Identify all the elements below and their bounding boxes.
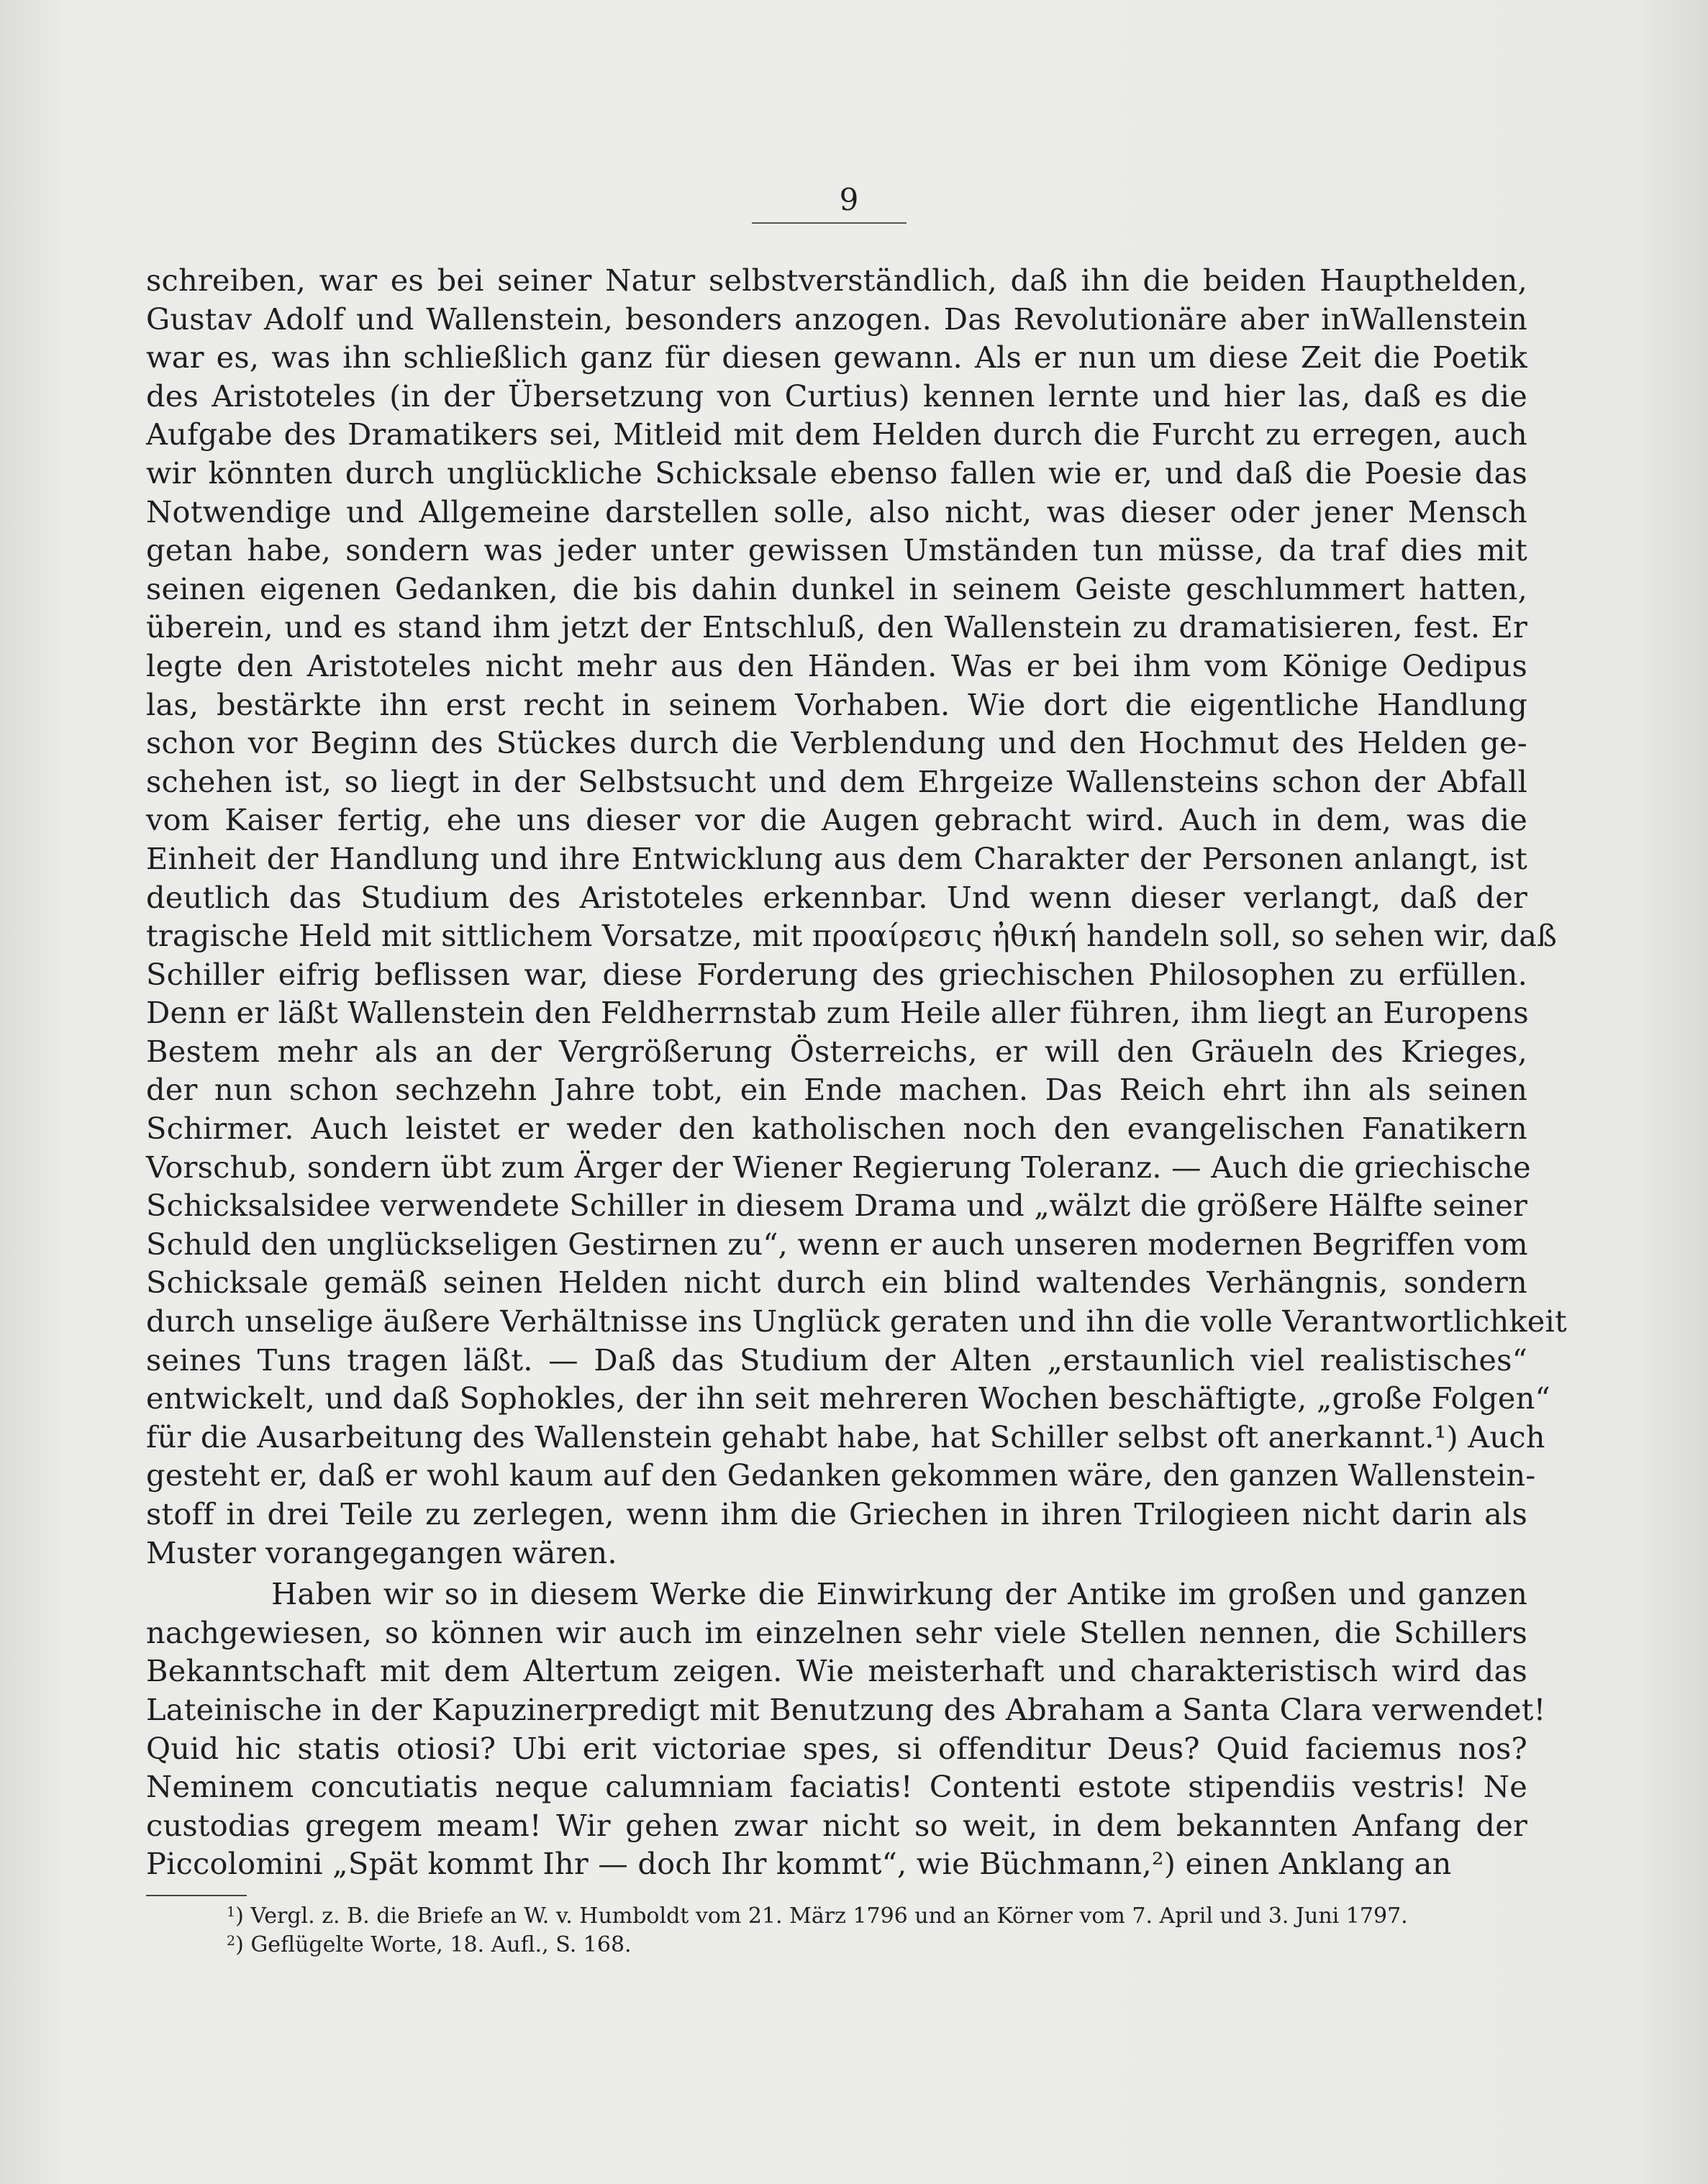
text-line: Schicksalsidee verwendete Schiller in diesem Drama und „wälzt die größere Hälfte seiner: [146, 1188, 1527, 1224]
text-line: stoff in drei Teile zu zerlegen, wenn ihm die Griechen in ihren Trilogieen nicht darin als: [146, 1496, 1527, 1532]
body-text: [146, 261, 1567, 1883]
text-line: Denn er läßt Wallenstein den Feldherrnstab zum Heile aller führen, ihm liegt an Europens: [146, 995, 1529, 1031]
footnote-1: [227, 1898, 1536, 1929]
text-line: gesteht er, daß er wohl kaum auf den Gedanken gekommen wäre, den ganzen Wallenstein-: [146, 1457, 1536, 1493]
text-line: schehen ist, so liegt in der Selbstsucht und dem Ehrgeize Wallensteins schon der Abfall: [146, 763, 1527, 799]
text-line: Vorschub, sondern übt zum Ärger der Wiener Regierung Toleranz. — Auch die griechische: [146, 1149, 1531, 1185]
text-line: deutlich das Studium des Aristoteles erkennbar. Und wenn dieser verlangt, daß der: [146, 879, 1527, 915]
paragraph-1: [146, 261, 1567, 1572]
text-line: schreiben, war es bei seiner Natur selbstverständlich, daß ihn die beiden Haupthelden,: [146, 263, 1527, 298]
paragraph-2: [146, 1575, 1546, 1883]
footnote-mark: 2: [227, 1933, 236, 1949]
text-line: vom Kaiser fertig, ehe uns dieser vor die Augen gebracht wird. Auch in dem, was die: [146, 802, 1527, 838]
text-line: Einheit der Handlung und ihre Entwicklung aus dem Charakter der Personen anlangt, ist: [146, 840, 1527, 876]
text-line: Notwendige und Allgemeine darstellen solle, also nicht, was dieser oder jener Mensch: [146, 493, 1527, 529]
text-line: seines Tuns tragen läßt. — Daß das Studium der Alten „erstaunlich viel realistisches“: [146, 1342, 1527, 1378]
text-line: durch unselige äußere Verhältnisse ins Unglück geraten und ihn die volle Verantwortlichkeit: [146, 1303, 1567, 1339]
text-line: Bekanntschaft mit dem Altertum zeigen. Wie meisterhaft und charakteristisch wird das: [146, 1653, 1527, 1689]
footnote-2: [227, 1926, 1536, 1955]
text-line: Lateinische in der Kapuzinerpredigt mit Benutzung des Abraham a Santa Clara verwendet!: [146, 1691, 1546, 1727]
footnote-text: ) Geflügelte Worte, 18. Aufl., S. 168.: [235, 1932, 632, 1957]
text-line: Bestem mehr als an der Vergrößerung Österreichs, er will den Gräueln des Krieges,: [146, 1033, 1527, 1069]
text-line: Muster vorangegangen wären.: [146, 1534, 617, 1570]
text-line: schon vor Beginn des Stückes durch die Verblendung und den Hochmut des Helden ge-: [146, 725, 1527, 761]
text-line: las, bestärkte ihn erst recht in seinem Vorhaben. Wie dort die eigentliche Handlung: [146, 686, 1527, 722]
text-line: überein, und es stand ihm jetzt der Entschluß, den Wallenstein zu dramatisieren, fest. Er: [146, 609, 1527, 645]
text-line: Schuld den unglückseligen Gestirnen zu“, wenn er auch unseren modernen Begriffen vom: [146, 1226, 1528, 1262]
text-line: Neminem concutiatis neque calumniam faciatis! Contenti estote stipendiis vestris! Ne: [146, 1769, 1527, 1805]
page-number-rule: [752, 222, 907, 224]
footnote-rule: [146, 1895, 247, 1896]
text-line: für die Ausarbeitung des Wallenstein gehabt habe, hat Schiller selbst oft anerkannt.¹) Auch: [146, 1419, 1545, 1455]
text-line: seinen eigenen Gedanken, die bis dahin dunkel in seinem Geiste geschlummert hatten,: [146, 570, 1527, 606]
text-line: Aufgabe des Dramatikers sei, Mitleid mit dem Helden durch die Furcht zu erregen, auch: [146, 417, 1527, 452]
text-line: Quid hic statis otiosi? Ubi erit victoriae spes, si offenditur Deus? Quid faciemus nos?: [146, 1730, 1527, 1766]
footnotes: [227, 1898, 1536, 1955]
text-line: Schiller eifrig beflissen war, diese Forderung des griechischen Philosophen zu erfüllen.: [146, 956, 1527, 992]
text-line: entwickelt, und daß Sophokles, der ihn seit mehreren Wochen beschäftigte, „große Folgen“: [146, 1380, 1550, 1416]
text-line: legte den Aristoteles nicht mehr aus den Händen. Was er bei ihm vom Könige Oedipus: [146, 647, 1527, 683]
text-line: getan habe, sondern was jeder unter gewissen Umständen tun müsse, da traf dies mit: [146, 532, 1527, 568]
text-line: Haben wir so in diesem Werke die Einwirkung der Antike im großen und ganzen: [271, 1576, 1527, 1612]
text-line: nachgewiesen, so können wir auch im einzelnen sehr viele Stellen nennen, die Schillers: [146, 1614, 1527, 1650]
text-line: wir könnten durch unglückliche Schicksale ebenso fallen wie er, und daß die Poesie das: [146, 455, 1527, 491]
page-number: 9: [839, 182, 859, 217]
text-line: Schirmer. Auch leistet er weder den katholischen noch den evangelischen Fanatikern: [146, 1111, 1527, 1147]
text-line: war es, was ihn schließlich ganz für diesen gewann. Als er nun um diese Zeit die Poetik: [146, 340, 1527, 376]
text-line: des Aristoteles (in der Übersetzung von Curtius) kennen lernte und hier las, daß es die: [146, 378, 1527, 414]
footnote-text: ) Vergl. z. B. die Briefe an W. v. Humboldt vom 21. März 1796 und an Körner vom 7. April und 3. Juni 1797.: [235, 1903, 1408, 1929]
text-line: tragische Held mit sittlichem Vorsatze, mit προαίρεσις ἠθική handeln soll, so sehen wir, daß: [146, 918, 1558, 954]
footnote-mark: 1: [227, 1904, 236, 1920]
text-line: custodias gregem meam! Wir gehen zwar nicht so weit, in dem bekannten Anfang der: [146, 1807, 1527, 1843]
text-line: Gustav Adolf und Wallenstein, besonders anzogen. Das Revolutionäre aber inWallenstein: [146, 301, 1527, 337]
text-line: Schicksale gemäß seinen Helden nicht durch ein blind waltendes Verhängnis, sondern: [146, 1265, 1527, 1301]
text-line: Piccolomini „Spät kommt Ihr — doch Ihr kommt“, wie Büchmann,²) einen Anklang an: [146, 1846, 1452, 1882]
text-line: der nun schon sechzehn Jahre tobt, ein Ende machen. Das Reich ehrt ihn als seinen: [146, 1072, 1527, 1108]
